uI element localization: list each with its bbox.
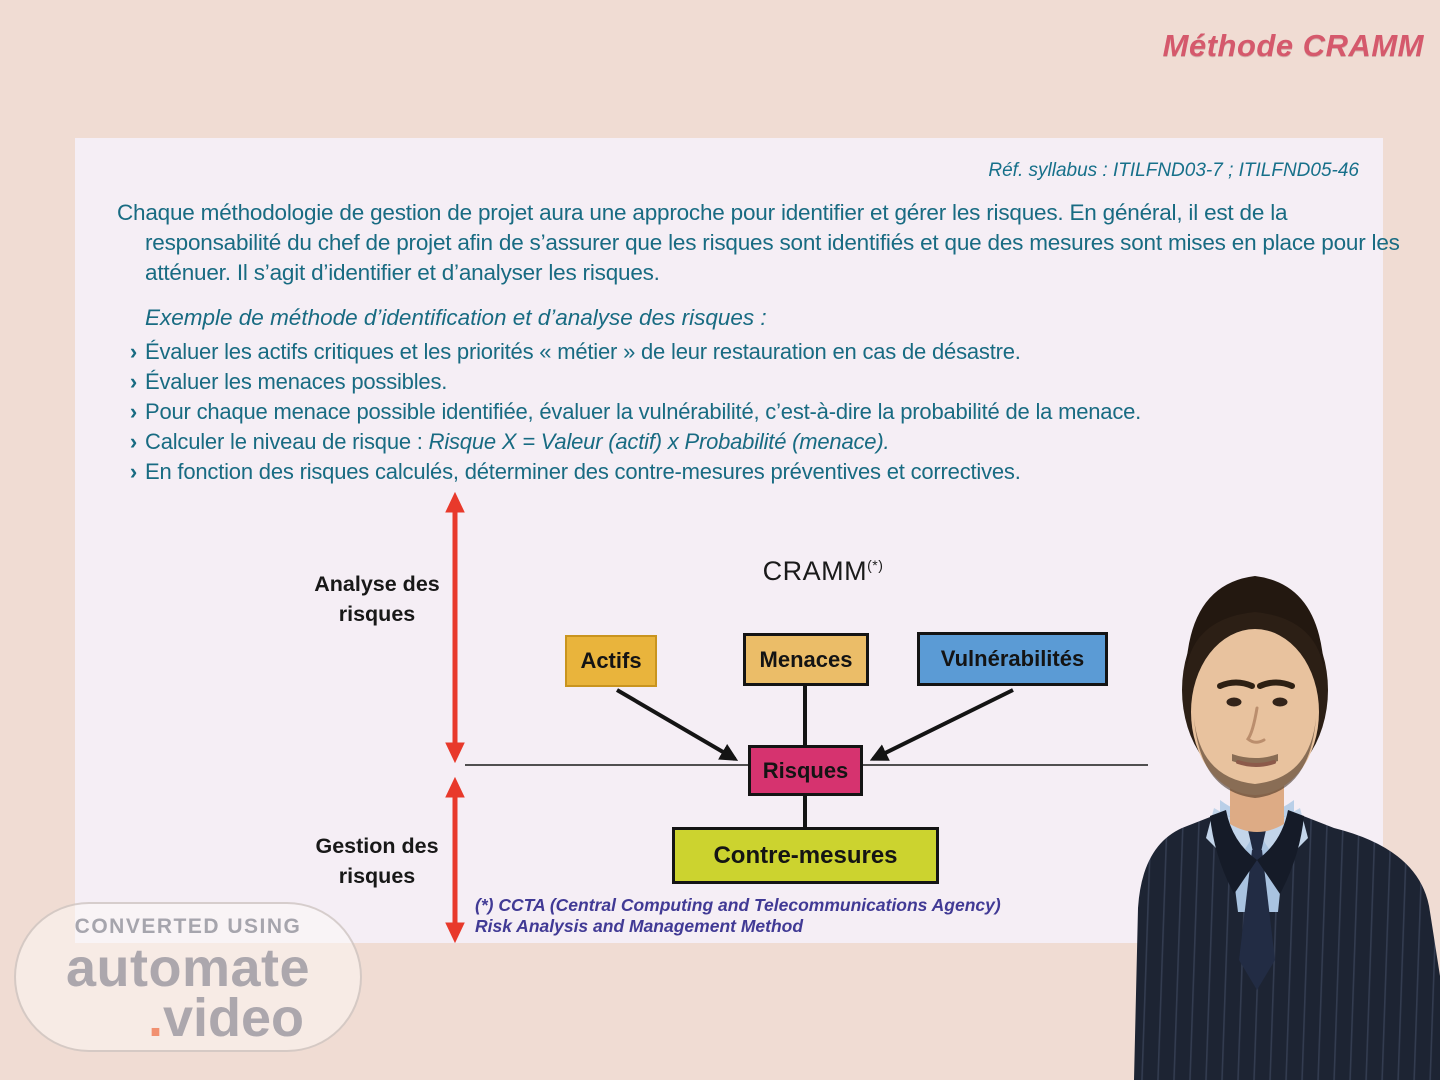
footnote-line-1: (*) CCTA (Central Computing and Telecommunications Agency) [475,895,1001,915]
bullet-icon: › [129,339,138,364]
risques-box: Risques [748,745,863,796]
analyse-des-risques-label: Analyse des risques [314,572,440,626]
automate-video-watermark [14,902,362,1052]
watermark-caption: CONVERTED USING [74,915,302,938]
eye [1273,698,1288,707]
presenter-photo [1128,540,1440,1080]
watermark-tld: .video [147,988,304,1048]
eye [1227,698,1242,707]
diagram-title: CRAMM(*) [762,556,884,586]
watermark-brand: automate [65,938,311,998]
bullet-text: Calculer le niveau de risque : Risque X = Valeur (actif) x Probabilité (menace). [145,429,890,454]
bullet-icon: › [129,369,138,394]
menaces-box: Menaces [743,633,869,686]
syllabus-reference: Réf. syllabus : ITILFND03-7 ; ITILFND05-46 [988,160,1359,181]
gestion-des-risques-label: Gestion des risques [315,834,439,888]
contre-mesures-box: Contre-mesures [672,827,939,884]
bullet-text: Évaluer les menaces possibles. [145,369,448,394]
footnote-marker: (*) [867,557,884,573]
page-title: Méthode CRAMM [1162,28,1424,63]
actifs-box: Actifs [565,635,657,687]
vulnerabilites-box: Vulnérabilités [917,632,1108,686]
bullet-icon: › [129,459,138,484]
diagram-footnote [475,895,1001,937]
intro-paragraph: Chaque méthodologie de gestion de projet aura une approche pour identifier et gérer les risques. En général, il est de la responsabilité du chef de projet afin de s’assurer que les risques sont identifiés et que des mesures sont mises en place pour les atténuer. Il s’agit d’identifier et d’analyser les risques. [117,200,1400,285]
example-heading: Exemple de méthode d’identification et d’analyse des risques : [145,305,767,330]
bullet-text: Évaluer les actifs critiques et les priorités « métier » de leur restauration en cas de désastre. [145,339,1021,364]
bullet-icon: › [129,399,138,424]
orange-dot-icon: . [147,988,163,1048]
bullet-text: En fonction des risques calculés, déterminer des contre-mesures préventives et correctives. [145,459,1021,484]
bullet-text: Pour chaque menace possible identifiée, évaluer la vulnérabilité, c’est-à-dire la probabilité de la menace. [145,399,1142,424]
bullet-icon: › [129,429,138,454]
footnote-line-2: Risk Analysis and Management Method [475,916,804,936]
